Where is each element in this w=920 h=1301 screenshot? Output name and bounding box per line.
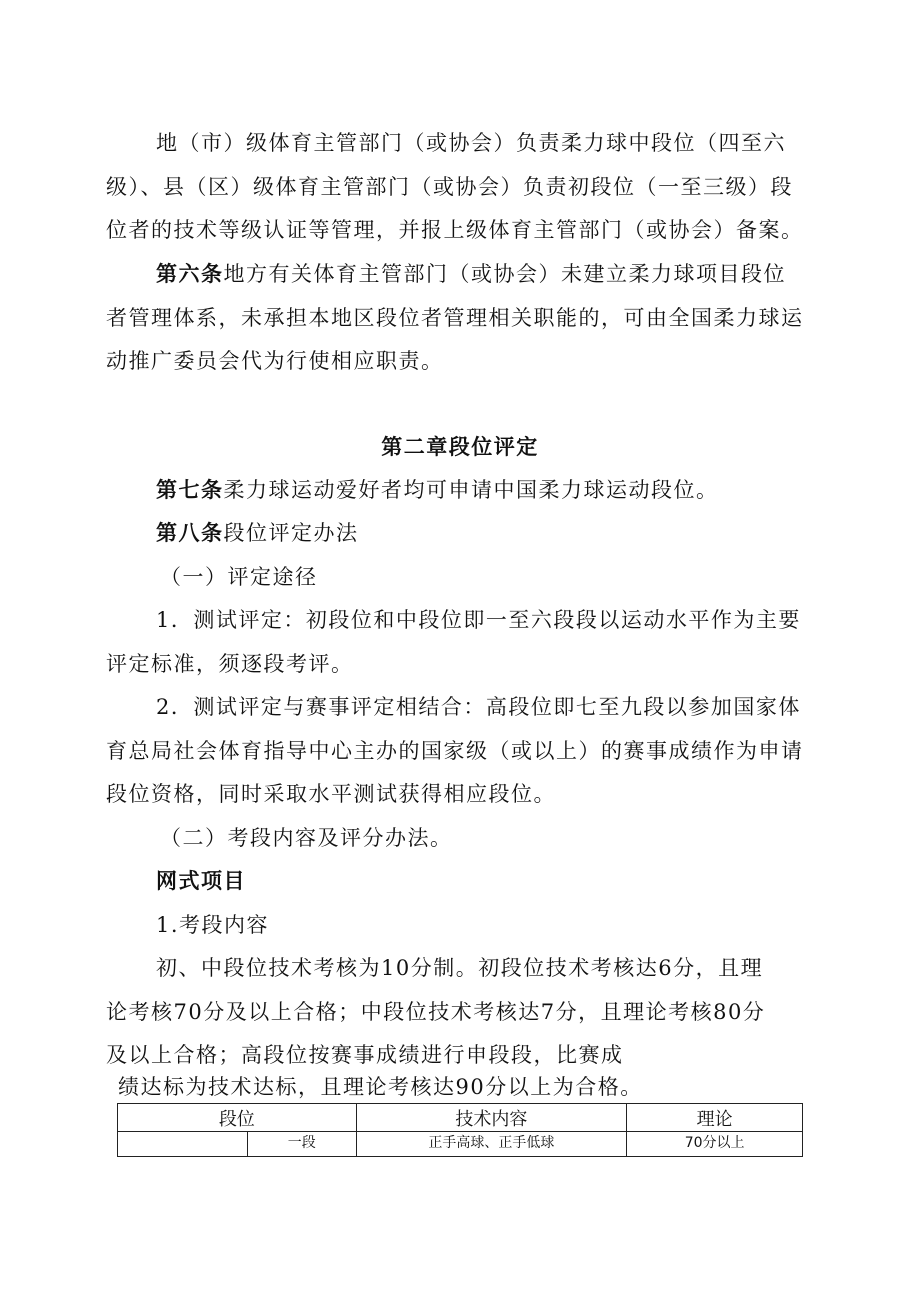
- header-theory: 理论: [627, 1104, 803, 1132]
- para1-line-3: 位者的技术等级认证等管理，并报上级体育主管部门（或协会）备案。: [106, 218, 804, 242]
- table-row: [118, 1132, 803, 1157]
- exam-text-line-3: 及以上合格；高段位按赛事成绩进行申段段，比赛成: [106, 1043, 624, 1067]
- grade-table: [117, 1103, 803, 1157]
- cell-technique: 正手高球、正手低球: [356, 1132, 627, 1157]
- section-title: 网式项目: [156, 868, 246, 893]
- article-7: [156, 475, 719, 505]
- article-8-label: 第八条: [156, 520, 224, 545]
- subsection-1: （一）评定途径: [160, 565, 318, 589]
- exam-text-line-2: 论考核70分及以上合格；中段位技术考核达7分，且理论考核80分: [106, 1000, 766, 1024]
- exam-text-line-4: 绩达标为技术达标，且理论考核达90分以上为合格。: [118, 1075, 643, 1099]
- subsection-2: （二）考段内容及评分办法。: [160, 826, 453, 850]
- article-6-line-2: 者管理体系，未承担本地区段位者管理相关职能的，可由全国柔力球运: [106, 306, 804, 330]
- article-8: [156, 518, 359, 548]
- para1-line-2: 级）、县（区）级体育主管部门（或协会）负责初段位（一至三级）段: [106, 175, 793, 199]
- article-7-text: 柔力球运动爱好者均可申请中国柔力球运动段位。: [223, 478, 719, 502]
- item-1-line-1: 1．测试评定：初段位和中段位即一至六段段以运动水平作为主要: [156, 608, 801, 632]
- item-2-line-3: 段位资格，同时采取水平测试获得相应段位。: [106, 782, 556, 806]
- exam-content-heading: 1.考段内容: [156, 913, 270, 937]
- item-2-line-2: 育总局社会体育指导中心主办的国家级（或以上）的赛事成绩作为申请: [106, 739, 804, 763]
- item-2-line-1: 2．测试评定与赛事评定相结合：高段位即七至九段以参加国家体: [156, 695, 801, 719]
- item-1-line-2: 评定标准，须逐段考评。: [106, 652, 354, 676]
- article-7-label: 第七条: [156, 477, 224, 502]
- article-6-line-1: [156, 259, 786, 289]
- table-header-row: [118, 1104, 803, 1132]
- cell-group: [118, 1132, 248, 1157]
- cell-level: 一段: [247, 1132, 356, 1157]
- header-technique: 技术内容: [356, 1104, 627, 1132]
- header-grade: 段位: [118, 1104, 357, 1132]
- para1-line-1: 地（市）级体育主管部门（或协会）负责柔力球中段位（四至六: [156, 131, 786, 155]
- exam-text-line-1: 初、中段位技术考核为10分制。初段位技术考核达6分，且理: [156, 956, 764, 980]
- article-6-label: 第六条: [156, 261, 224, 286]
- article-6-text: 地方有关体育主管部门（或协会）未建立柔力球项目段位: [223, 262, 786, 286]
- article-8-text: 段位评定办法: [223, 521, 359, 545]
- article-6-line-3: 动推广委员会代为行使相应职责。: [106, 349, 444, 373]
- chapter-title: 第二章段位评定: [381, 434, 539, 459]
- cell-theory: 70分以上: [627, 1132, 803, 1157]
